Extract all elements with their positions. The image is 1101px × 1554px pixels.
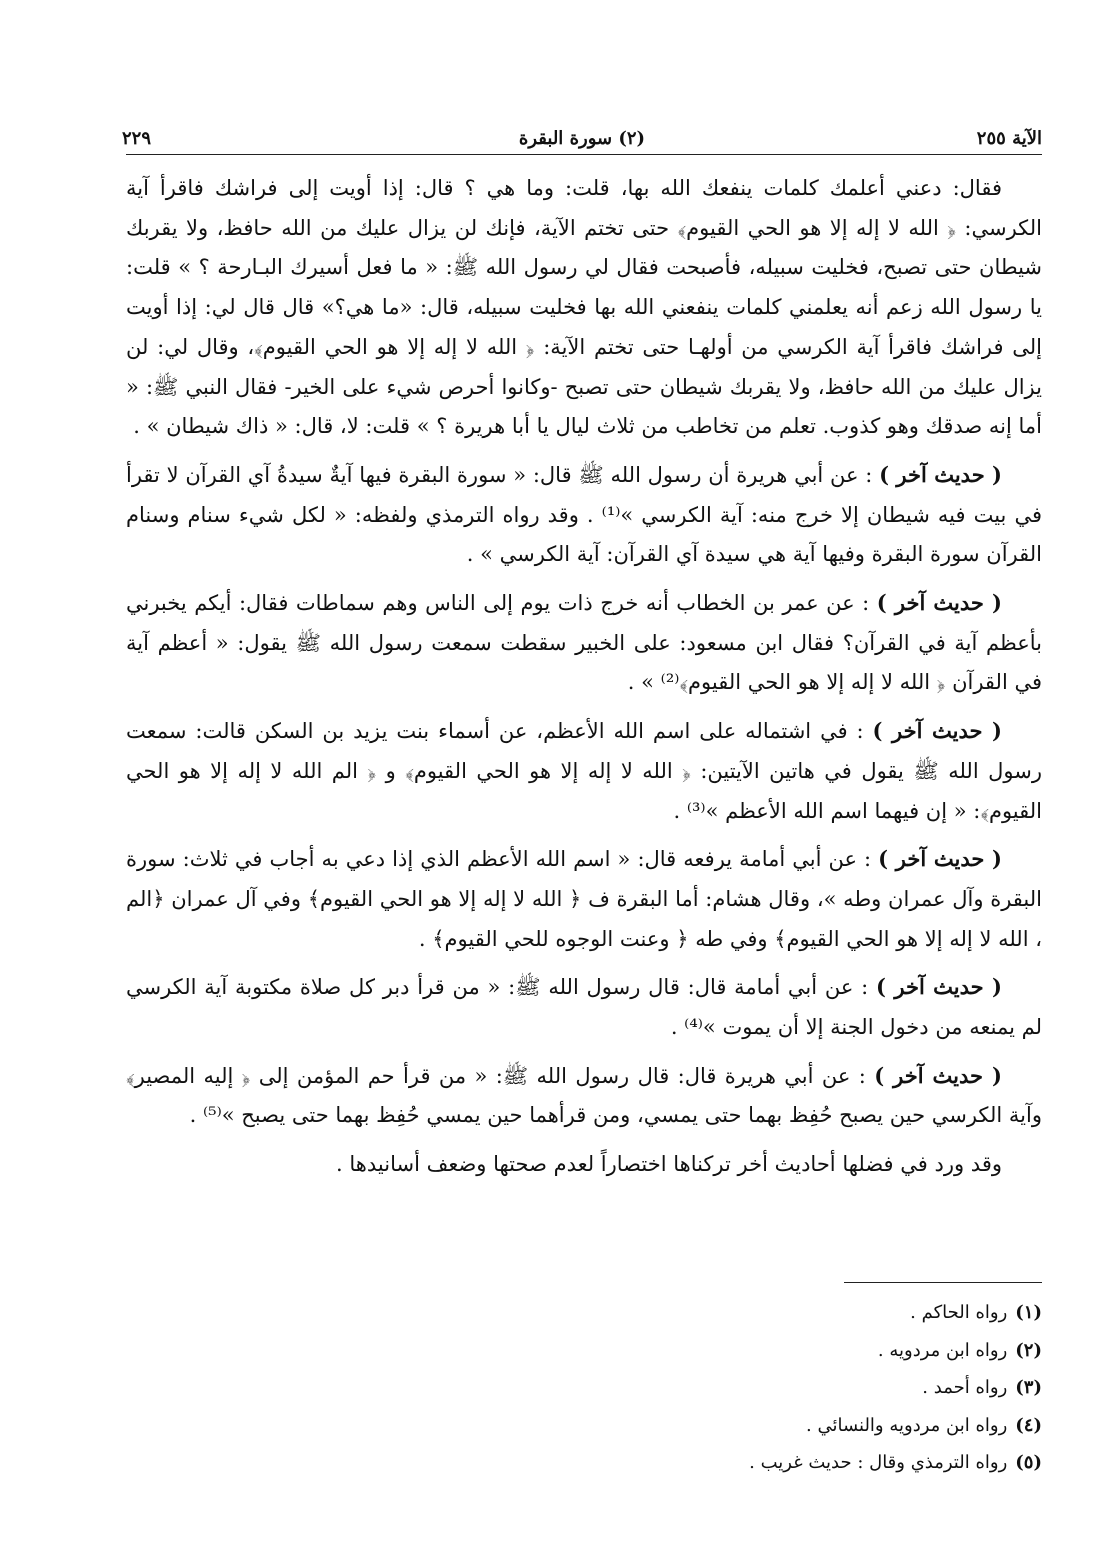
main-text xyxy=(126,168,1042,1185)
paragraph-text: : عن أبي أمامة قال: قال رسول الله ﷺ: « من قرأ دبر كل صلاة مكتوبة آية الكرسي لم يمنعه من دخول الجنة إلا أن يموت »⁽⁴⁾ . xyxy=(126,975,1042,1040)
footnote-text: رواه ابن مردويه والنسائي . xyxy=(806,1414,1008,1436)
footnote-item xyxy=(300,1294,1042,1332)
paragraph-lead: ( حديث آخر ) xyxy=(878,846,1002,872)
paragraph-text: : عن أبي هريرة أن رسول الله ﷺ قال: « سورة البقرة فيها آيةٌ سيدةُ آي القرآن لا تقرأ في بيت فيه شيطان إلا خرج منه: آية الكرسي »⁽¹⁾ . وقد رواه الترمذي ولفظه: « لكل شيء سنام وسنام القرآن سورة البقرة وفيها آية هي سيدة آي القرآن: آية الكرسي » . xyxy=(126,462,1042,567)
header-divider xyxy=(126,154,1042,155)
paragraph-lead: ( حديث آخر ) xyxy=(876,590,1002,616)
paragraph-text: فقال: دعني أعلمك كلمات ينفعك الله بها، قلت: وما هي ؟ قال: إذا أويت إلى فراشك فاقرأ آية الكرسي: ﴿ الله لا إله إلا هو الحي القيوم﴾ حتى تختم الآية، فإنك لن يزال عليك من الله حافظ، ولا يقربك شيطان حتى تصبح، فخليت سبيله، فأصبحت فقال لي رسول الله ﷺ: « ما فعل أسيرك البـارحة ؟ » قلت: يا رسول الله زعم أنه يعلمني كلمات ينفعني الله بها فخليت سبيله، قال: «ما هي؟» قال قال لي: إذا أويت إلى فراشك فاقرأ آية الكرسي من أولهـا حتى تختم الآية: ﴿ الله لا إله إلا هو الحي القيوم﴾، وقال لي: لن يزال عليك من الله حافظ، ولا يقربك شيطان حتى تصبح -وكانوا أحرص شيء على الخير- فقال النبي ﷺ: « أما إنه صدقك وهو كذوب. تعلم من تخاطب من ثلاث ليال يا أبا هريرة ؟ » قلت: لا، قال: « ذاك شيطان » . xyxy=(126,176,1042,439)
footnote-text: رواه الترمذي وقال : حديث غريب . xyxy=(749,1452,1008,1473)
footnote-text: رواه أحمد . xyxy=(922,1377,1008,1398)
footnote-item xyxy=(300,1407,1042,1445)
paragraph-hadith xyxy=(126,967,1042,1047)
footnote-text: رواه الحاكم . xyxy=(910,1302,1008,1323)
running-header xyxy=(122,122,1042,158)
paragraph-text: : في اشتماله على اسم الله الأعظم، عن أسماء بنت يزيد بن السكن قالت: سمعت رسول الله ﷺ يقول في هاتين الآيتين: ﴿ الله لا إله إلا هو الحي القيوم﴾ و ﴿ الم الله لا إله إلا هو الحي القيوم﴾: « إن فيهما اسم الله الأعظم »⁽³⁾ . xyxy=(126,719,1042,823)
surah-title: (٢) سورة البقرة xyxy=(518,128,646,149)
paragraph-text: وقد ورد في فضلها أحاديث أخر تركناها اختصاراً لعدم صحتها وضعف أسانيدها . xyxy=(336,1152,1002,1177)
paragraph-lead: ( حديث آخر ) xyxy=(879,461,1002,487)
footnotes xyxy=(300,1294,1042,1482)
paragraph-opening xyxy=(126,168,1042,447)
footnote-divider xyxy=(844,1282,1042,1283)
paragraph-lead: ( حديث آخر ) xyxy=(876,974,1002,1000)
footnote-number: (٢) xyxy=(1015,1339,1042,1361)
footnote-number: (٤) xyxy=(1015,1414,1042,1436)
footnote-number: (٣) xyxy=(1015,1377,1042,1398)
paragraph-hadith xyxy=(126,455,1042,575)
paragraph-closing xyxy=(126,1144,1042,1185)
paragraph-text: : عن عمر بن الخطاب أنه خرج ذات يوم إلى الناس وهم سماطات فقال: أيكم يخبرني بأعظم آية في القرآن؟ فقال ابن مسعود: على الخبير سقطت سمعت رسول الله ﷺ يقول: « أعظم آية في القرآن ﴿ الله لا إله إلا هو الحي القيوم﴾⁽²⁾ » . xyxy=(126,591,1042,695)
paragraph-hadith xyxy=(126,839,1042,959)
paragraph-text: : عن أبي هريرة قال: قال رسول الله ﷺ: « من قرأ حم المؤمن إلى ﴿ إليه المصير﴾ وآية الكرسي حين يصبح حُفِظ بهما حتى يمسي، ومن قرأهما حين يمسي حُفِظ بهما حتى يصبح »⁽⁵⁾ . xyxy=(126,1063,1042,1128)
paragraph-hadith xyxy=(126,711,1042,831)
footnote-item xyxy=(300,1369,1042,1407)
page-number: ٢٢٩ xyxy=(122,128,152,149)
verse-reference: الآية ٢٥٥ xyxy=(976,128,1042,149)
paragraph-hadith xyxy=(126,1056,1042,1136)
paragraph-text: : عن أبي أمامة يرفعه قال: « اسم الله الأعظم الذي إذا دعي به أجاب في ثلاث: سورة البقرة وآل عمران وطه »، وقال هشام: أما البقرة ف ﴿ الله لا إله إلا هو الحي القيوم﴾ وفي آل عمران ﴿الم ، الله لا إله إلا هو الحي القيوم﴾ وفي طه ﴿ وعنت الوجوه للحي القيوم﴾ . xyxy=(126,847,1042,951)
paragraph-hadith xyxy=(126,583,1042,703)
footnote-number: (٥) xyxy=(1015,1452,1042,1473)
footnote-item xyxy=(300,1332,1042,1370)
footnote-item xyxy=(300,1444,1042,1482)
paragraph-lead: ( حديث آخر ) xyxy=(872,718,1002,744)
paragraph-lead: ( حديث آخر ) xyxy=(874,1062,1002,1088)
footnote-number: (١) xyxy=(1015,1302,1042,1323)
footnote-text: رواه ابن مردويه . xyxy=(877,1339,1008,1361)
